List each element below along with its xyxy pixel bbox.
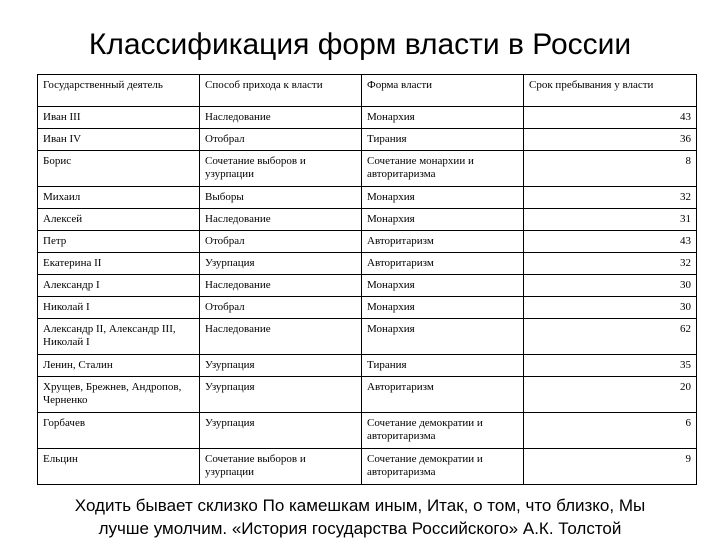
table-row <box>38 377 697 413</box>
cell-form: Тирания <box>362 355 524 377</box>
table-row <box>38 275 697 297</box>
table-row <box>38 253 697 275</box>
cell-term: 8 <box>524 151 697 187</box>
cell-term: 32 <box>524 253 697 275</box>
cell-term: 62 <box>524 319 697 355</box>
cell-form: Сочетание демократии и авторитаризма <box>362 413 524 449</box>
cell-term: 20 <box>524 377 697 413</box>
table-header <box>38 75 697 107</box>
cell-statesman: Екатерина II <box>38 253 200 275</box>
cell-form: Монархия <box>362 297 524 319</box>
cell-form: Монархия <box>362 319 524 355</box>
cell-method: Узурпация <box>200 413 362 449</box>
cell-form: Авторитаризм <box>362 377 524 413</box>
table-row <box>38 449 697 485</box>
table-row <box>38 129 697 151</box>
cell-term: 43 <box>524 107 697 129</box>
cell-statesman: Борис <box>38 151 200 187</box>
cell-form: Монархия <box>362 275 524 297</box>
cell-method: Наследование <box>200 209 362 231</box>
table-body <box>38 107 697 485</box>
cell-statesman: Александр I <box>38 275 200 297</box>
cell-statesman: Александр II, Александр III, Николай I <box>38 319 200 355</box>
cell-method: Выборы <box>200 187 362 209</box>
quote-block <box>0 494 720 540</box>
header-row <box>38 75 697 107</box>
cell-statesman: Ельцин <box>38 449 200 485</box>
cell-method: Наследование <box>200 107 362 129</box>
table-row <box>38 297 697 319</box>
cell-form: Монархия <box>362 107 524 129</box>
cell-form: Авторитаризм <box>362 231 524 253</box>
cell-statesman: Иван IV <box>38 129 200 151</box>
cell-method: Отобрал <box>200 231 362 253</box>
cell-term: 32 <box>524 187 697 209</box>
cell-method: Наследование <box>200 275 362 297</box>
table-row <box>38 151 697 187</box>
cell-statesman: Хрущев, Брежнев, Андропов, Черненко <box>38 377 200 413</box>
cell-method: Сочетание выборов и узурпации <box>200 449 362 485</box>
cell-method: Узурпация <box>200 377 362 413</box>
cell-statesman: Горбачев <box>38 413 200 449</box>
header-statesman: Государственный деятель <box>38 75 200 107</box>
classification-table <box>37 74 697 485</box>
cell-form: Тирания <box>362 129 524 151</box>
table-row <box>38 413 697 449</box>
quote-line-2: лучше умолчим. «История государства Российского» А.К. Толстой <box>98 519 622 538</box>
cell-method: Отобрал <box>200 129 362 151</box>
header-form: Форма власти <box>362 75 524 107</box>
cell-term: 36 <box>524 129 697 151</box>
header-method: Способ прихода к власти <box>200 75 362 107</box>
cell-term: 35 <box>524 355 697 377</box>
cell-term: 6 <box>524 413 697 449</box>
page-title: Классификация форм власти в России <box>88 28 632 61</box>
cell-form: Монархия <box>362 187 524 209</box>
table-row <box>38 319 697 355</box>
quote-line-1: Ходить бывает склизко По камешкам иным, Итак, о том, что близко, Мы <box>74 496 646 515</box>
cell-method: Узурпация <box>200 355 362 377</box>
cell-term: 31 <box>524 209 697 231</box>
table-row <box>38 231 697 253</box>
cell-statesman: Николай I <box>38 297 200 319</box>
cell-statesman: Петр <box>38 231 200 253</box>
cell-statesman: Михаил <box>38 187 200 209</box>
header-term: Срок пребывания у власти <box>524 75 697 107</box>
cell-form: Авторитаризм <box>362 253 524 275</box>
cell-statesman: Ленин, Сталин <box>38 355 200 377</box>
cell-method: Сочетание выборов и узурпации <box>200 151 362 187</box>
cell-term: 30 <box>524 297 697 319</box>
table-row <box>38 107 697 129</box>
cell-term: 30 <box>524 275 697 297</box>
cell-form: Сочетание демократии и авторитаризма <box>362 449 524 485</box>
cell-form: Монархия <box>362 209 524 231</box>
cell-method: Отобрал <box>200 297 362 319</box>
cell-form: Сочетание монархии и авторитаризма <box>362 151 524 187</box>
cell-statesman: Иван III <box>38 107 200 129</box>
cell-method: Наследование <box>200 319 362 355</box>
cell-term: 43 <box>524 231 697 253</box>
table-row <box>38 187 697 209</box>
cell-statesman: Алексей <box>38 209 200 231</box>
table-row <box>38 209 697 231</box>
table-row <box>38 355 697 377</box>
cell-method: Узурпация <box>200 253 362 275</box>
cell-term: 9 <box>524 449 697 485</box>
